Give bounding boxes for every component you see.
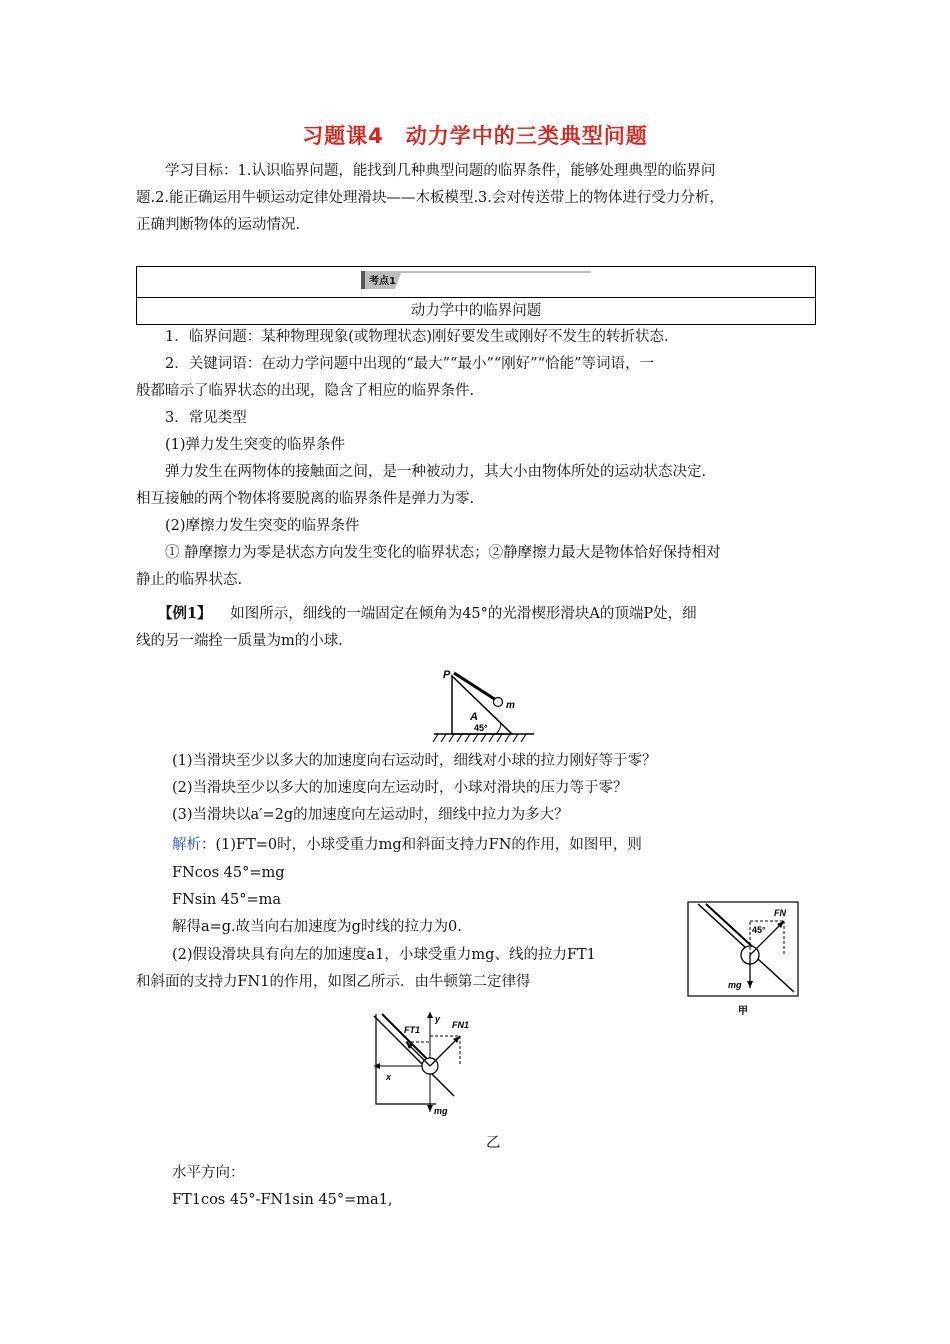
example-line1: 如图所示，细线的一端固定在倾角为45°的光滑楔形滑块A的顶端P处，细 [230, 606, 697, 622]
label-45-jia: 45° [752, 925, 766, 935]
section-heading: 动力学中的临界问题 [137, 297, 815, 324]
label-FN: FN [774, 908, 786, 918]
objectives-line1: 学习目标：1.认识临界问题，能找到几种典型问题的临界条件，能够处理典型的临界问 [165, 163, 716, 179]
question-3: (3)当滑块以a′=2g的加速度向左运动时，细线中拉力为多大？ [172, 807, 569, 823]
para-5b: 相互接触的两个物体将要脱离的临界条件是弹力为零. [136, 491, 475, 507]
equation-1: FNcos 45°=mg [172, 865, 285, 881]
example-block [136, 600, 816, 655]
label-45-fig1: 45° [474, 723, 488, 733]
para-3: 3．常见类型 [165, 410, 247, 426]
figure-jia [686, 900, 804, 1018]
para-1: 1．临界问题：某种物理现象(或物理状态)刚好要发生或刚好不发生的转折状态. [165, 329, 669, 345]
solution-s3: (2)假设滑块具有向左的加速度a1，小球受重力mg、线的拉力FT1 [172, 947, 596, 963]
para-6: (2)摩擦力发生突变的临界条件 [165, 518, 360, 534]
label-mg-yi: mg [434, 1106, 448, 1116]
example-line2: 线的另一端拴一质量为m的小球. [136, 633, 343, 649]
label-x: x [386, 1072, 392, 1082]
solution-s2: 解得a=g.故当向右加速度为g时线的拉力为0. [172, 919, 462, 935]
section-tab-label: 考点1 [369, 276, 396, 287]
question-1: (1)当滑块至少以多大的加速度向右运动时，细线对小球的拉力刚好等于零？ [172, 753, 657, 769]
para-7b: 静止的临界状态. [136, 572, 243, 588]
caption-yi: 乙 [486, 1135, 501, 1151]
label-A: A [470, 711, 478, 723]
equation-3: FT1cos 45°-FN1sin 45°=ma1, [172, 1192, 393, 1208]
para-5a: 弹力发生在两物体的接触面之间，是一种被动力，其大小由物体所处的运动状态决定. [165, 464, 707, 480]
solution-label: 解析 [172, 837, 201, 853]
solution-s5: 水平方向： [172, 1165, 245, 1181]
caption-jia: 甲 [738, 1006, 748, 1017]
para-7a: ① 静摩擦力为零是状态方向发生变化的临界状态；②静摩擦力最大是物体恰好保持相对 [165, 545, 721, 561]
objectives [136, 158, 816, 239]
label-P: P [443, 669, 451, 681]
label-FT1: FT1 [404, 1025, 421, 1035]
label-mg-jia: mg [728, 980, 742, 990]
wedge-figure [430, 662, 540, 746]
content-block [136, 324, 816, 594]
solution-s1: ：(1)FT=0时，小球受重力mg和斜面支持力FN的作用，如图甲，则 [201, 837, 642, 853]
questions [136, 748, 816, 829]
label-FN1: FN1 [452, 1020, 470, 1030]
objectives-line2: 题.2.能正确运用牛顿运动定律处理滑块——木板模型.3.会对传送带上的物体进行受力分析， [136, 190, 724, 206]
example-label: 【例1】 [158, 605, 212, 622]
section-header-box [136, 266, 816, 325]
label-y: y [435, 1014, 441, 1024]
para-4: (1)弹力发生突变的临界条件 [165, 437, 346, 453]
question-2: (2)当滑块至少以多大的加速度向左运动时，小球对滑块的压力等于零？ [172, 780, 628, 796]
para-2b: 般都暗示了临界状态的出现，隐含了相应的临界条件. [136, 383, 475, 399]
solution-line1 [172, 835, 642, 855]
solution-s4: 和斜面的支持力FN1的作用，如图乙所示．由牛顿第二定律得 [136, 974, 531, 990]
equation-2: FNsin 45°=ma [172, 892, 282, 908]
page-title: 习题课4 动力学中的三类典型问题 [302, 124, 648, 148]
objectives-line3: 正确判断物体的运动情况. [136, 217, 301, 233]
para-2a: 2．关键词语：在动力学问题中出现的“最大”“最小”“刚好”“恰能”等词语，一 [165, 356, 655, 372]
label-m: m [506, 700, 515, 711]
figure-yi [368, 1008, 488, 1120]
